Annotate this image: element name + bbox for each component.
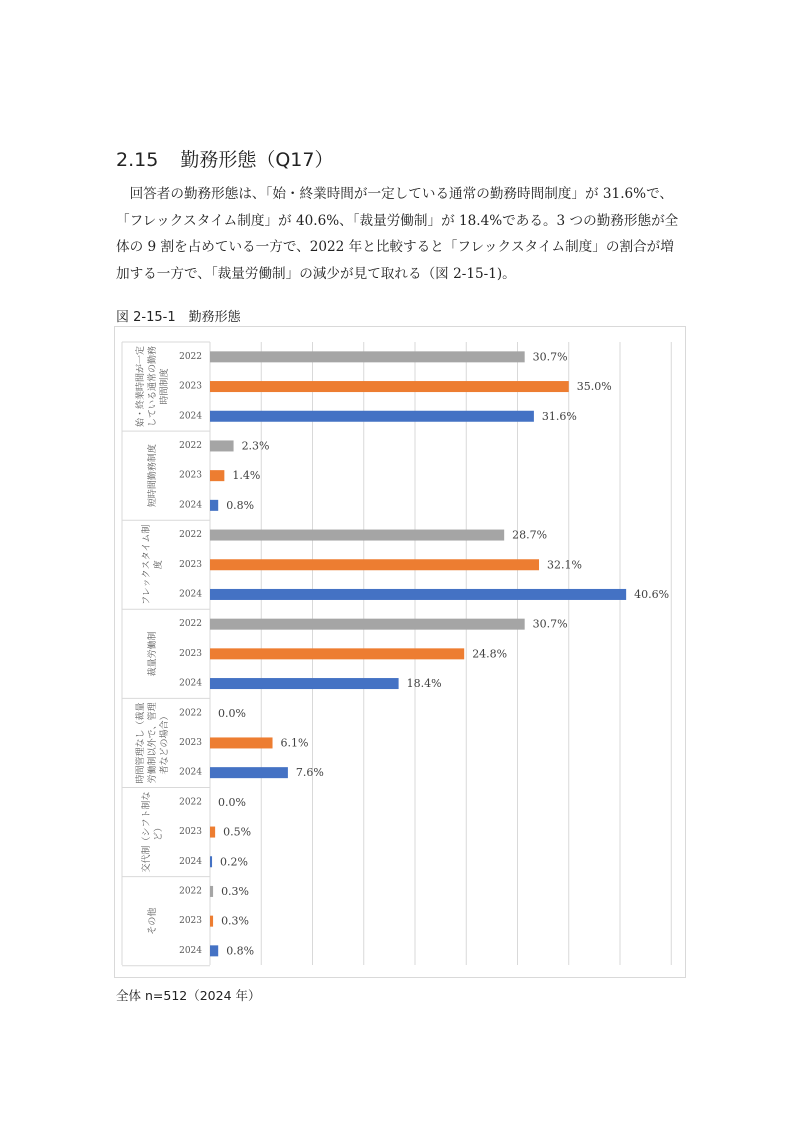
bar-2022 (210, 351, 525, 362)
figure-caption: 図 2-15-1 勤務形態 (116, 310, 241, 325)
chart-container (114, 326, 686, 978)
year-label: 2023 (179, 737, 202, 748)
year-label: 2024 (179, 411, 202, 422)
bar-2024 (210, 589, 626, 600)
data-label: 32.1% (547, 558, 582, 572)
data-label: 18.4% (406, 677, 442, 691)
year-label: 2022 (179, 619, 202, 630)
year-label: 2022 (179, 886, 202, 897)
year-label: 2023 (179, 470, 202, 481)
year-label: 2024 (179, 856, 202, 867)
year-label: 2022 (179, 797, 202, 808)
bar-2022 (210, 440, 234, 451)
bar-2024 (210, 945, 218, 956)
paragraph-line: 「フレックスタイム制度」が 40.6%、「裁量労働制」が 18.4%である。3 つの勤務形態が全 (116, 212, 679, 229)
data-label: 24.8% (472, 647, 508, 661)
year-label: 2022 (179, 440, 202, 451)
data-label: 40.6% (634, 587, 670, 601)
data-label: 0.8% (226, 498, 255, 512)
section-title: 勤務形態（Q17） (180, 149, 334, 171)
bar-2023 (210, 827, 215, 838)
data-label: 0.8% (226, 944, 255, 958)
bar-2023 (210, 470, 224, 481)
data-label: 30.7% (532, 350, 568, 364)
year-label: 2023 (179, 381, 202, 392)
year-label: 2023 (179, 916, 202, 927)
data-label: 31.6% (541, 409, 577, 423)
data-label: 35.0% (576, 380, 612, 394)
bar-2024 (210, 678, 399, 689)
data-label: 1.4% (232, 469, 261, 483)
category-label: ど） (154, 823, 164, 842)
category-label: 裁量労働制 (148, 631, 158, 677)
bar-2022 (210, 619, 525, 630)
category-label: 労働制以外で、管理 (148, 702, 158, 784)
bar-2023 (210, 648, 464, 659)
category-label: 始・終業時間が一定 (136, 346, 146, 428)
paragraph-line: 回答者の勤務形態は、「始・終業時間が一定している通常の勤務時間制度」が 31.6%で、 (116, 186, 673, 202)
category-label: その他 (148, 907, 158, 935)
data-label: 30.7% (532, 617, 568, 631)
year-label: 2024 (179, 589, 202, 600)
bar-chart (115, 327, 687, 979)
category-label: 時間管理なし（裁量 (136, 702, 146, 784)
bar-2024 (210, 411, 534, 422)
category-label: 交代制（シフト制な (142, 791, 152, 873)
category-label: 時間制度 (160, 368, 170, 405)
data-label: 7.6% (295, 766, 324, 780)
category-label: 度 (154, 560, 164, 570)
bar-2024 (210, 500, 218, 511)
bar-2023 (210, 381, 569, 392)
year-label: 2024 (179, 678, 202, 689)
bar-2022 (210, 530, 504, 541)
year-label: 2024 (179, 945, 202, 956)
year-label: 2024 (179, 767, 202, 778)
bar-2023 (210, 737, 273, 748)
sample-size-note: 全体 n=512（2024 年） (116, 988, 261, 1003)
category-label: している通常の勤務 (148, 346, 158, 428)
data-label: 0.2% (220, 855, 249, 869)
year-label: 2024 (179, 500, 202, 511)
data-label: 28.7% (512, 528, 548, 542)
year-label: 2022 (179, 351, 202, 362)
bar-2023 (210, 916, 213, 927)
data-label: 0.0% (218, 795, 246, 809)
year-label: 2023 (179, 827, 202, 838)
data-label: 0.3% (221, 884, 250, 898)
paragraph-line: 加する一方で、「裁量労働制」の減少が見て取れる（図 2-15-1)。 (116, 265, 516, 282)
data-label: 0.5% (223, 825, 252, 839)
category-label: 者などの場合） (160, 711, 170, 775)
data-label: 6.1% (280, 736, 309, 750)
data-label: 0.3% (221, 914, 250, 928)
section-heading (116, 145, 333, 172)
paragraph-line: 体の 9 割を占めている一方で、2022 年と比較すると「フレックスタイム制度」の割合が増 (116, 239, 674, 255)
year-label: 2022 (179, 708, 202, 719)
category-label: 短時間勤務制度 (148, 444, 158, 508)
bar-2024 (210, 767, 288, 778)
year-label: 2022 (179, 530, 202, 541)
bar-2023 (210, 559, 539, 570)
year-label: 2023 (179, 648, 202, 659)
bar-2022 (210, 886, 213, 897)
section-number: 2.15 (116, 149, 159, 171)
bar-2024 (210, 856, 212, 867)
body-paragraph (116, 181, 691, 287)
category-label: フレックスタイム制 (142, 524, 152, 605)
year-label: 2023 (179, 559, 202, 570)
data-label: 2.3% (241, 439, 270, 453)
data-label: 0.0% (218, 706, 246, 720)
